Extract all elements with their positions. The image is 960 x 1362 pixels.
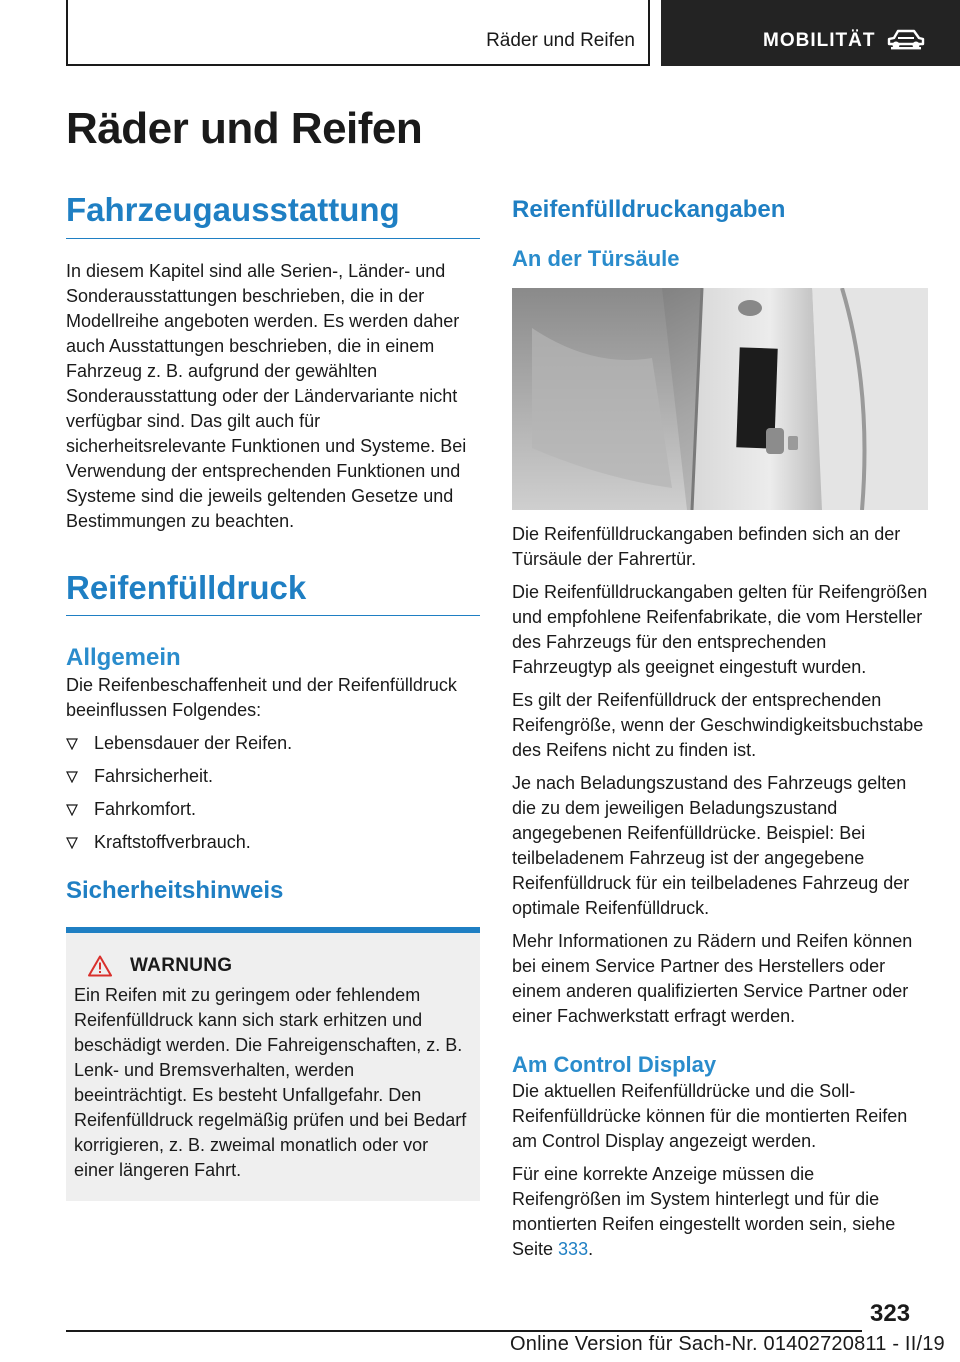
paragraph-allgemein: Die Reifenbeschaffenheit und der Reifenfülldruck beeinflussen Folgendes: [66, 675, 457, 721]
footer-rule [66, 1330, 862, 1332]
right-column [512, 190, 928, 1262]
warning-box [66, 927, 480, 1201]
heading-reifenfuelldruckangaben: Reifenfülldruckangaben [512, 196, 786, 223]
page-link-333[interactable]: 333 [558, 1239, 589, 1260]
triangle-bullet-icon [66, 804, 78, 816]
paragraph-angaben-2: Die Reifenfülldruckangaben gelten für Reifengrößen und empfohlene Reifenfabrikate, die vom Hersteller des Fahrzeugs für den entsprechenden Fahrzeugtyp als geeignet eingestuft wurden. [512, 581, 928, 677]
list-item-text: Fahrsicherheit. [94, 766, 214, 787]
paragraph-control-1: Die aktuellen Reifenfülldrücke und die Soll-Reifenfülldrücke können für die montierten Reifen am Control Display angezeigt werden. [512, 1081, 908, 1152]
list-item [66, 764, 480, 789]
heading-reifenfuelldruck: Reifenfülldruck [66, 568, 480, 617]
header-section-title: Räder und Reifen [486, 30, 635, 51]
paragraph-control-2 [512, 1162, 928, 1262]
heading-allgemein: Allgemein [66, 644, 181, 672]
warning-header [74, 955, 472, 977]
page-number: 323 [870, 1300, 911, 1327]
header-rule-divider [648, 0, 650, 66]
warning-triangle-icon [88, 955, 112, 977]
list-item [66, 797, 480, 822]
paragraph-angaben-3: Es gilt der Reifenfülldruck der entsprechenden Reifengröße, wenn der Geschwindigkeitsbuchstabe des Reifens nicht zu finden ist. [512, 689, 924, 760]
heading-an-der-tuersaeule: An der Türsäule [512, 246, 680, 272]
page-title: Räder und Reifen [66, 104, 423, 153]
heading-sicherheitshinweis: Sicherheitshinweis [66, 877, 284, 905]
paragraph-angaben-1: Die Reifenfülldruckangaben befinden sich an der Türsäule der Fahrertür. [512, 523, 901, 569]
paragraph-control-2-end: . [588, 1239, 594, 1260]
header-badge [661, 0, 960, 66]
header-badge-label: MOBILITÄT [763, 30, 876, 51]
paragraph-fahrzeugausstattung: In diesem Kapitel sind alle Serien-, Länder- und Sonderausstattungen beschrieben, die in der Modellreihe angeboten werden. Es werden daher auch Ausstattungen beschrieben, die in einem Fahrzeug z. B. aufgrund der gewählten Sonderausstattung oder der Ländervariante nicht verfügbar sind. Das gilt auch für sicherheitsrelevante Funktionen und Systeme. Bei Verwendung der entsprechenden Funktionen und Systeme sind die jeweils geltenden Gesetze und Bestimmungen zu beachten. [66, 260, 467, 531]
triangle-bullet-icon [66, 771, 78, 783]
paragraph-angaben-5: Mehr Informationen zu Rädern und Reifen können bei einem Service Partner des Herstellers oder einem anderen qualifizierten Service Partner oder einer Fachwerkstatt erfragt werden. [512, 930, 913, 1026]
triangle-bullet-icon [66, 837, 78, 849]
list-item-text: Lebensdauer der Reifen. [94, 733, 293, 754]
triangle-bullet-icon [66, 738, 78, 750]
paragraph-control-2-text: Für eine korrekte Anzeige müssen die Reifengrößen im System hinterlegt und für die montierten Reifen eingestellt worden sein, siehe Seite [512, 1164, 896, 1260]
door-pillar-illustration [512, 288, 928, 510]
heading-fahrzeugausstattung: Fahrzeugausstattung [66, 190, 480, 239]
door-pillar-photo [512, 288, 928, 510]
list-item-text: Fahrkomfort. [94, 799, 197, 820]
bullet-list [66, 731, 480, 855]
list-item [66, 830, 480, 855]
warning-text: Ein Reifen mit zu geringem oder fehlendem Reifenfülldruck kann sich stark erhitzen und beschädigt werden. Die Fahreigenschaften, z. B. Lenk- und Bremsverhalten, werden beeinträchtigt. Es besteht Unfallgefahr. Den Reifenfülldruck regelmäßig prüfen und bei Bedarf korrigieren, z. B. zweimal monatlich oder vor einer längeren Fahrt. [74, 984, 467, 1180]
car-icon [885, 28, 927, 52]
header-rule-left [66, 0, 68, 66]
heading-am-control-display: Am Control Display [512, 1051, 717, 1077]
header-rule-bottom [66, 64, 650, 66]
warning-label: WARNUNG [130, 954, 233, 976]
list-item-text: Kraftstoffverbrauch. [94, 832, 251, 853]
list-item [66, 731, 480, 756]
left-column [66, 190, 480, 1201]
paragraph-angaben-4: Je nach Beladungszustand des Fahrzeugs gelten die zu dem jeweiligen Beladungszustand angegebenen Reifenfülldrücke. Beispiel: Bei teilbeladenem Fahrzeug ist der angegebene Reifenfülldruck für ein teilbeladenes Fahrzeug der optimale Reifenfülldruck. [512, 772, 910, 918]
footer-text: Online Version für Sach-Nr. 01402720811 - II/19 [510, 1333, 945, 1355]
